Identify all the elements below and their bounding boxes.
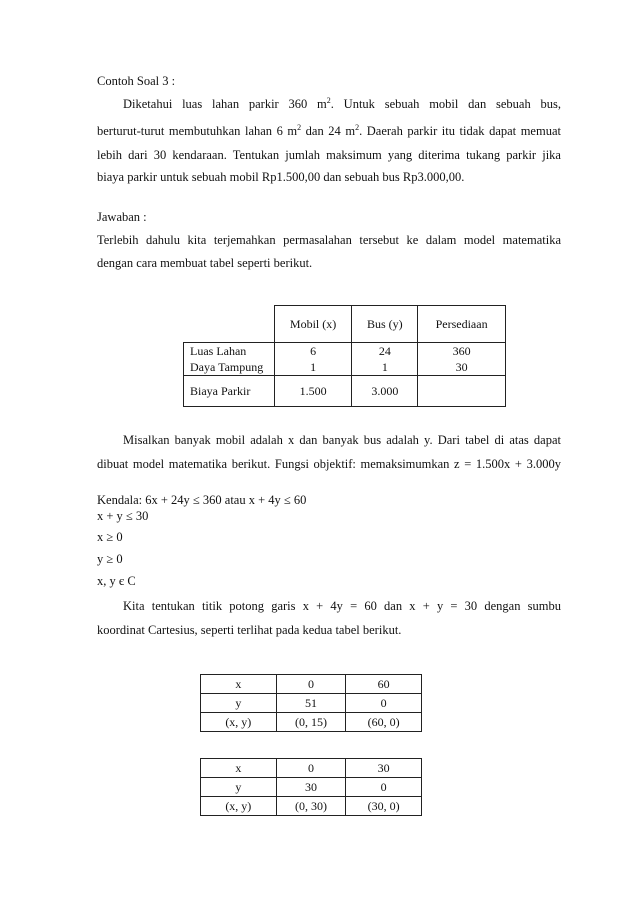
table-row [201, 797, 422, 816]
table-cell: 30 [346, 759, 422, 778]
table-header-row [184, 306, 506, 343]
table-header-blank [184, 306, 275, 343]
table-cell: Daya Tampung [184, 359, 275, 376]
table-cell: 360 [418, 343, 506, 360]
table-header: Persediaan [418, 306, 506, 343]
table-cell: (0, 15) [276, 713, 346, 732]
table-cell: 30 [276, 778, 346, 797]
table-cell: y [201, 694, 277, 713]
table-cell: 30 [418, 359, 506, 376]
table-cell: 0 [346, 778, 422, 797]
table-cell: 0 [346, 694, 422, 713]
intersection-table-b [200, 758, 422, 816]
table-row [201, 675, 422, 694]
problem-heading: Contoh Soal 3 : [97, 74, 176, 88]
table-row [184, 343, 506, 360]
table-cell: x [201, 675, 277, 694]
table-cell: 1.500 [274, 376, 352, 407]
table-row [201, 778, 422, 797]
table-row [201, 713, 422, 732]
constraint-1: Kendala: 6x + 24y ≤ 360 atau x + 4y ≤ 60 [97, 493, 307, 507]
table-header: Bus (y) [352, 306, 418, 343]
model-line-2: dibuat model matematika berikut. Fungsi objektif: memaksimumkan z = 1.500x + 3.000y [97, 457, 561, 471]
table-row [184, 359, 506, 376]
problem-line-3: lebih dari 30 kendaraan. Tentukan jumlah maksimum yang diterima tukang parkir jika [97, 148, 561, 162]
table-header: Mobil (x) [274, 306, 352, 343]
intersection-table-a [200, 674, 422, 732]
intersect-line-1: Kita tentukan titik potong garis x + 4y = 60 dan x + y = 30 dengan sumbu [123, 599, 561, 613]
table-cell [418, 376, 506, 407]
table-cell: x [201, 759, 277, 778]
intersect-line-2: koordinat Cartesius, seperti terlihat pada kedua tabel berikut. [97, 623, 402, 637]
table-row [201, 694, 422, 713]
table-cell: 60 [346, 675, 422, 694]
table-cell: (0, 30) [276, 797, 346, 816]
table-row [184, 376, 506, 407]
constraint-5: x, y є C [97, 574, 136, 588]
table-cell: 6 [274, 343, 352, 360]
answer-label: Jawaban : [97, 210, 147, 224]
table-cell: 1 [274, 359, 352, 376]
model-line-1: Misalkan banyak mobil adalah x dan banyak bus adalah y. Dari tabel di atas dapat [123, 433, 561, 447]
problem-line-1: Diketahui luas lahan parkir 360 $m^2$. Untuk sebuah mobil dan sebuah bus, [123, 95, 561, 111]
constraint-4: y ≥ 0 [97, 552, 123, 566]
table-row [201, 759, 422, 778]
table-cell: 1 [352, 359, 418, 376]
table-cell: (60, 0) [346, 713, 422, 732]
table-cell: y [201, 778, 277, 797]
table-cell: (x, y) [201, 713, 277, 732]
intro-line-1: Terlebih dahulu kita terjemahkan permasalahan tersebut ke dalam model matematika [97, 233, 561, 247]
table-cell: (30, 0) [346, 797, 422, 816]
table-cell: 0 [276, 675, 346, 694]
intro-line-2: dengan cara membuat tabel seperti berikut. [97, 256, 313, 270]
model-table [183, 305, 506, 407]
table-cell: 51 [276, 694, 346, 713]
table-cell: 3.000 [352, 376, 418, 407]
table-cell: Luas Lahan [184, 343, 275, 360]
table-cell: 0 [276, 759, 346, 778]
problem-line-4: biaya parkir untuk sebuah mobil Rp1.500,00 dan sebuah bus Rp3.000,00. [97, 170, 465, 184]
table-cell: 24 [352, 343, 418, 360]
problem-line-2: berturut-turut membutuhkan lahan 6 $m^2$ dan 24 $m^2$. Daerah parkir itu tidak dapat memuat [97, 122, 561, 138]
table-cell: (x, y) [201, 797, 277, 816]
table-cell: Biaya Parkir [184, 376, 275, 407]
constraint-2: x + y ≤ 30 [97, 509, 149, 523]
constraint-3: x ≥ 0 [97, 530, 123, 544]
